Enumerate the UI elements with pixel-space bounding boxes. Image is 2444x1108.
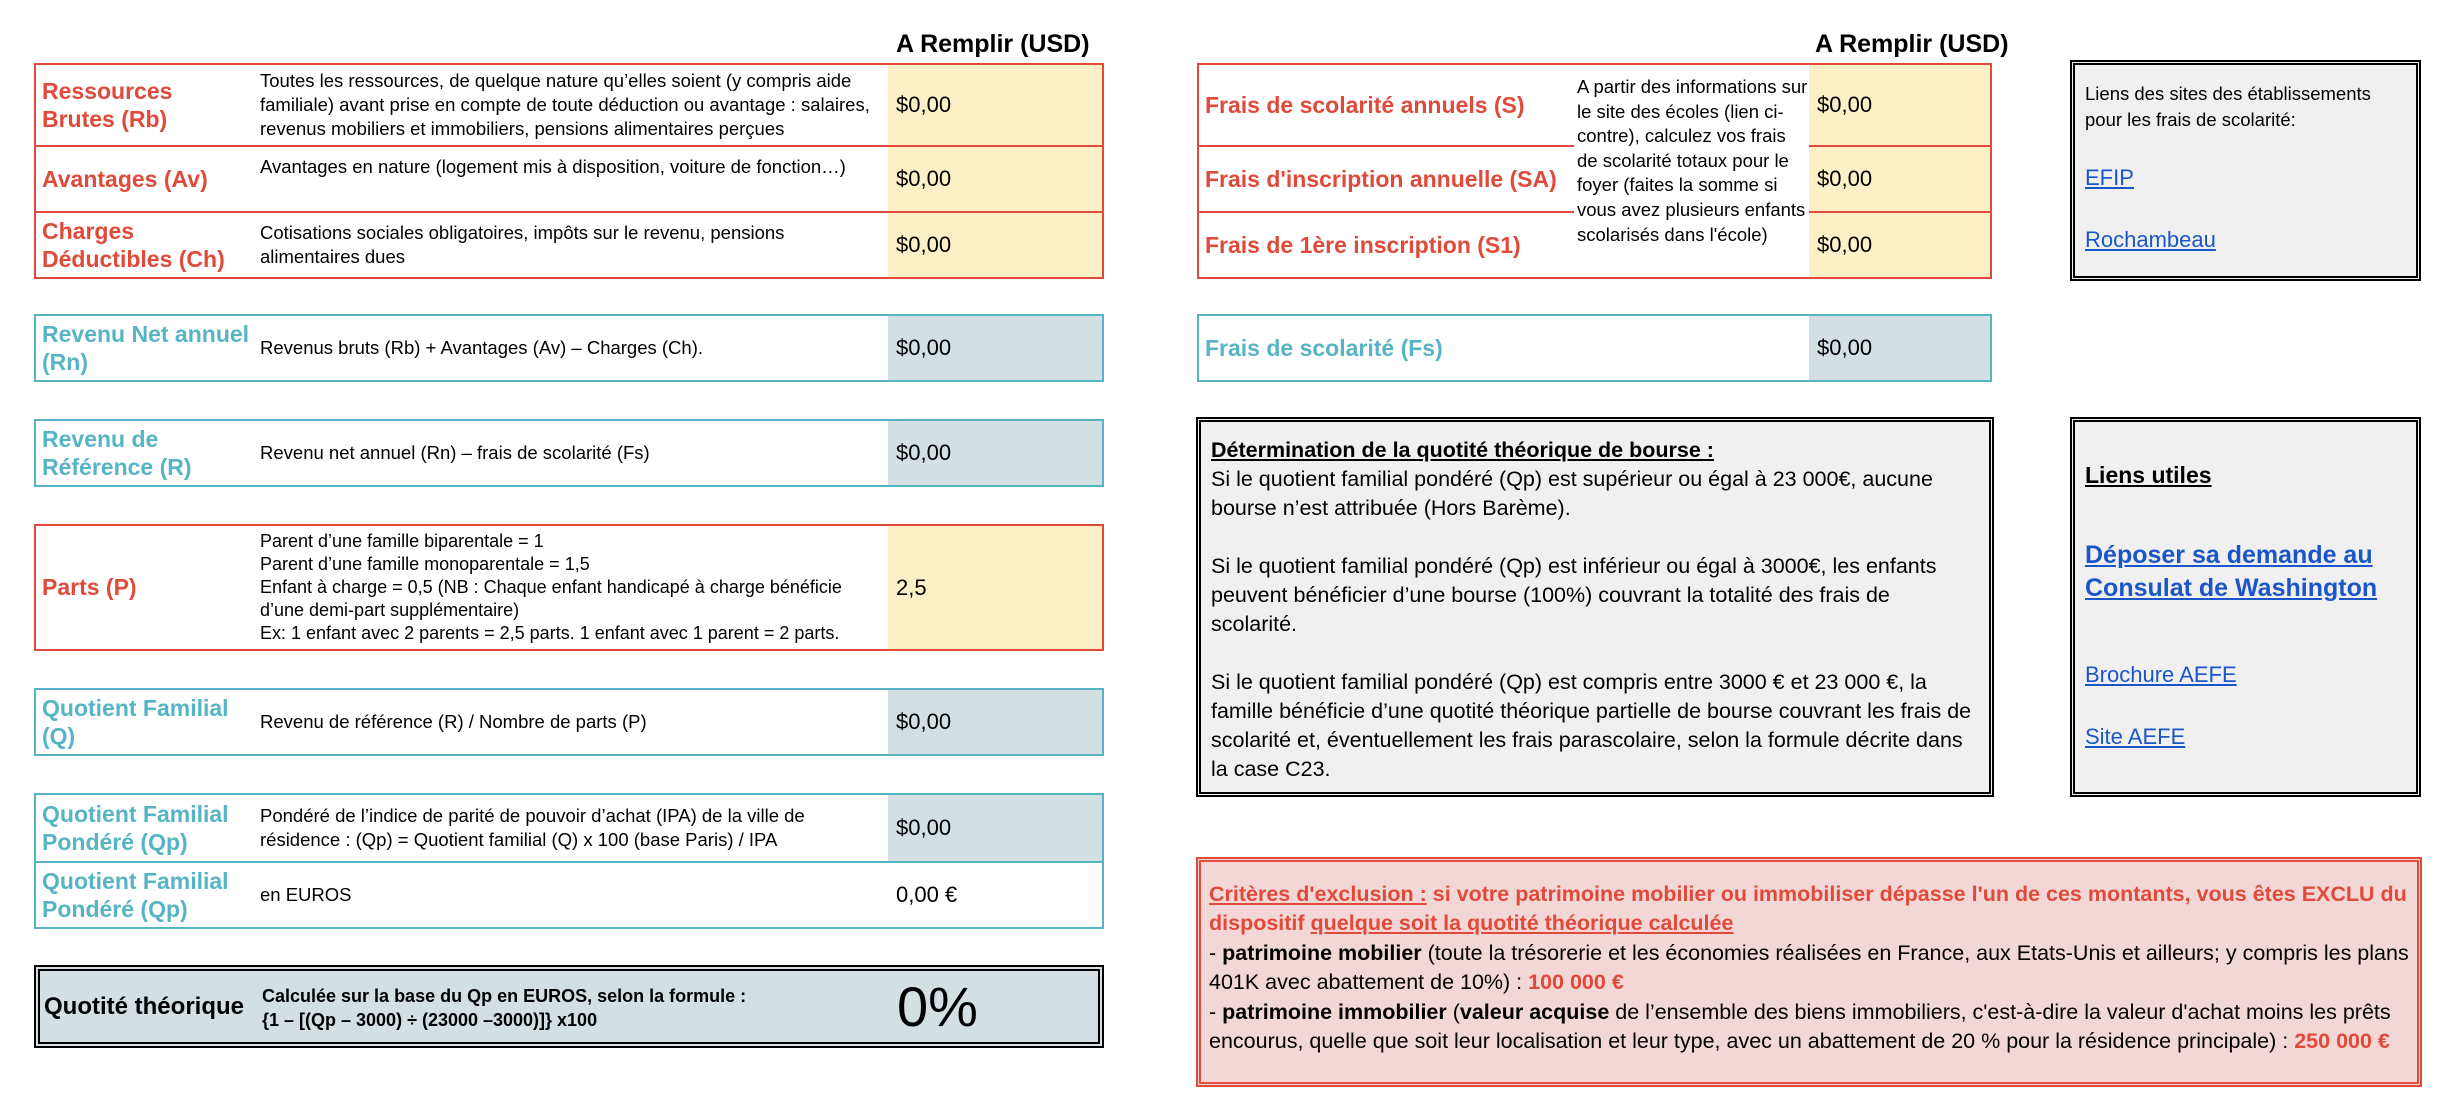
value-quotient-pondere-usd: $0,00	[888, 795, 1102, 861]
useful-link-site-wrap	[2085, 724, 2406, 750]
school-link-rochambeau-wrap	[2085, 227, 2406, 253]
link-consulat-washington[interactable]: Déposer sa demande au Consulat de Washington	[2085, 541, 2378, 602]
link-brochure-aefe[interactable]: Brochure AEFE	[2085, 662, 2237, 687]
label-quotient-pondere-usd: Quotient Familial Pondéré (Qp)	[42, 800, 229, 855]
input-avantages[interactable]: $0,00	[888, 147, 1102, 211]
revenu-net-block	[34, 314, 1104, 382]
label-parts: Parts (P)	[42, 574, 137, 601]
row-quotient-pondere-eur	[36, 861, 1102, 927]
exclusion-mobilier-amount: 100 000 €	[1528, 970, 1624, 995]
exclusion-immobilier-text1: (	[1446, 999, 1460, 1024]
exclusion-immobilier-text2: de l’ensemble des biens immobiliers, c'est-à-dire la valeur d'achat moins les prêts encourus, quelle que soit leur localisation et leur type, avec un abattement de 20 % pour la résidence principale) :	[1209, 999, 2391, 1054]
label-avantages: Avantages (Av)	[42, 165, 208, 192]
exclusion-intro: si votre patrimoine mobilier ou immobiliser dépasse l'un de ces montants, vous êtes EXCLU du dispositif	[1209, 882, 2407, 936]
desc-quotient-pondere-usd: Pondéré de l’indice de parité de pouvoir d’achat (IPA) de la ville de résidence : (Qp) = Quotient familial (Q) x 100 (base Paris) / IPA	[260, 804, 805, 850]
input-frais-premiere-inscription[interactable]: $0,00	[1809, 211, 1990, 277]
desc-parts: Parent d’une famille biparentale = 1 Parent d’une famille monoparentale = 1,5 Enfant à charge = 0,5 (NB : Chaque enfant handicapé à charge bénéficie d’une demi-part supplémentaire) Ex: 1 enfant avec 2 parents = 2,5 parts. 1 enfant avec 1 parent = 2 parts.	[260, 530, 842, 644]
exclusion-criteria-box	[1196, 857, 2422, 1087]
determination-title: Détermination de la quotité théorique de bourse :	[1211, 438, 1714, 462]
link-rochambeau[interactable]: Rochambeau	[2085, 226, 2216, 252]
link-site-aefe[interactable]: Site AEFE	[2085, 724, 2186, 749]
determination-box	[1196, 417, 1994, 797]
label-revenu-net: Revenu Net annuel (Rn)	[42, 320, 250, 375]
value-quotite-theorique: 0%	[897, 975, 978, 1038]
left-column-header: A Remplir (USD)	[896, 30, 1090, 58]
value-revenu-net: $0,00	[888, 316, 1102, 380]
school-link-efip-wrap	[2085, 165, 2406, 191]
desc-revenu-net: Revenus bruts (Rb) + Avantages (Av) – Charges (Ch).	[260, 336, 704, 358]
exclusion-immobilier-label: patrimoine immobilier	[1222, 999, 1447, 1024]
useful-links-box	[2070, 417, 2421, 797]
value-revenu-reference: $0,00	[888, 421, 1102, 485]
input-frais-annuels[interactable]: $0,00	[1809, 65, 1990, 145]
parts-block	[34, 524, 1104, 651]
row-revenu-reference	[36, 421, 1102, 485]
desc-avantages: Avantages en nature (logement mis à disposition, voiture de fonction…)	[260, 156, 846, 177]
row-charges	[36, 211, 1102, 277]
exclusion-title: Critères d'exclusion :	[1209, 882, 1427, 906]
determination-paragraph-3: Si le quotient familial pondéré (Qp) est compris entre 3000 € et 23 000 €, la famille bénéficie d’une quotité théorique partielle de bourse couvrant les frais de scolarité et, éventuellement les frais parascolaire, selon la formule décrite dans la case C23.	[1211, 670, 1972, 782]
desc-quotient-familial: Revenu de référence (R) / Nombre de parts (P)	[260, 710, 647, 732]
frais-scolarite-block	[1197, 63, 1992, 279]
quotient-pondere-block	[34, 793, 1104, 929]
row-frais-premiere-inscription	[1199, 211, 1574, 277]
desc-ressources-brutes: Toutes les ressources, de quelque nature qu’elles soient (y compris aide familiale) avant prise en compte de toute déduction ou avantage : salaires, revenus mobiliers et immobiliers, pensions alimentaires perçues	[260, 69, 870, 140]
input-charges[interactable]: $0,00	[888, 213, 1102, 277]
frais-instructions: A partir des informations sur le site des écoles (lien ci-contre), calculez vos frais de scolarité totaux pour le foyer (faites la somme si vous avez plusieurs enfants scolarisés dans l'école)	[1577, 76, 1808, 245]
quotite-formula-line2: {1 – [(Qp – 3000) ÷ (23000 –3000)]} x100	[262, 1010, 598, 1031]
desc-charges: Cotisations sociales obligatoires, impôts sur le revenu, pensions alimentaires dues	[260, 221, 785, 267]
value-frais-total: $0,00	[1809, 316, 1990, 380]
useful-links-title: Liens utiles	[2085, 462, 2212, 488]
revenu-reference-block	[34, 419, 1104, 487]
row-revenu-net	[36, 316, 1102, 380]
label-frais-premiere-inscription: Frais de 1ère inscription (S1)	[1205, 231, 1521, 258]
quotient-familial-block	[34, 688, 1104, 756]
value-quotient-pondere-eur: 0,00 €	[888, 863, 1102, 927]
useful-link-consulat-wrap	[2085, 539, 2406, 604]
row-avantages	[36, 145, 1102, 211]
school-links-box	[2070, 60, 2421, 281]
label-frais-annuels: Frais de scolarité annuels (S)	[1205, 91, 1525, 118]
label-quotite-theorique: Quotité théorique	[44, 992, 244, 1020]
exclusion-immobilier-prefix: -	[1209, 999, 1223, 1024]
exclusion-immobilier-valeur: valeur acquise	[1459, 999, 1610, 1024]
label-charges: Charges Déductibles (Ch)	[42, 217, 225, 272]
row-quotient-pondere-usd	[36, 795, 1102, 861]
row-parts	[36, 526, 1102, 649]
label-frais-total: Frais de scolarité (Fs)	[1205, 334, 1443, 361]
input-parts[interactable]: 2,5	[888, 526, 1102, 649]
label-ressources-brutes: Ressources Brutes (Rb)	[42, 77, 173, 132]
useful-link-brochure-wrap	[2085, 662, 2406, 688]
label-revenu-reference: Revenu de Référence (R)	[42, 425, 192, 480]
input-ressources-brutes[interactable]: $0,00	[888, 65, 1102, 145]
desc-revenu-reference: Revenu net annuel (Rn) – frais de scolarité (Fs)	[260, 441, 650, 463]
row-ressources-brutes	[36, 65, 1102, 145]
row-frais-annuels	[1199, 65, 1574, 145]
quotite-theorique-block	[34, 965, 1104, 1048]
label-quotient-pondere-eur: Quotient Familial Pondéré (Qp)	[42, 867, 229, 922]
right-column-header: A Remplir (USD)	[1815, 30, 2009, 58]
desc-quotient-pondere-eur: en EUROS	[260, 883, 352, 905]
exclusion-mobilier-prefix: -	[1209, 940, 1223, 965]
desc-quotite-theorique	[262, 984, 746, 1033]
exclusion-mobilier-label: patrimoine mobilier	[1222, 940, 1422, 965]
determination-paragraph-1: Si le quotient familial pondéré (Qp) est supérieur ou égal à 23 000€, aucune bourse n’est attribuée (Hors Barème).	[1211, 467, 1933, 521]
label-frais-inscription: Frais d'inscription annuelle (SA)	[1205, 165, 1557, 192]
determination-paragraph-2: Si le quotient familial pondéré (Qp) est inférieur ou égal à 3000€, les enfants peuvent bénéficier d’une bourse (100%) couvrant la totalité des frais de scolarité.	[1211, 554, 1937, 637]
exclusion-intro-underlined: quelque soit la quotité théorique calculée	[1310, 911, 1734, 936]
label-quotient-familial: Quotient Familial (Q)	[42, 694, 229, 749]
input-frais-inscription[interactable]: $0,00	[1809, 145, 1990, 211]
quotite-formula-line1: Calculée sur la base du Qp en EUROS, selon la formule :	[262, 986, 747, 1006]
value-quotient-familial: $0,00	[888, 690, 1102, 754]
link-efip[interactable]: EFIP	[2085, 164, 2134, 190]
income-inputs-block	[34, 63, 1104, 279]
exclusion-mobilier-text: (toute la trésorerie et les économies réalisées en France, aux Etats-Unis et ailleurs; y compris les plans 401K avec abattement de 10%) :	[1209, 940, 2409, 995]
school-links-title: Liens des sites des établissements pour les frais de scolarité:	[2085, 83, 2371, 130]
exclusion-immobilier-amount: 250 000 €	[2294, 1029, 2390, 1054]
row-frais-inscription	[1199, 145, 1574, 211]
row-quotient-familial	[36, 690, 1102, 754]
frais-total-block	[1197, 314, 1992, 382]
exclusion-criteria-text	[1209, 880, 2409, 1057]
